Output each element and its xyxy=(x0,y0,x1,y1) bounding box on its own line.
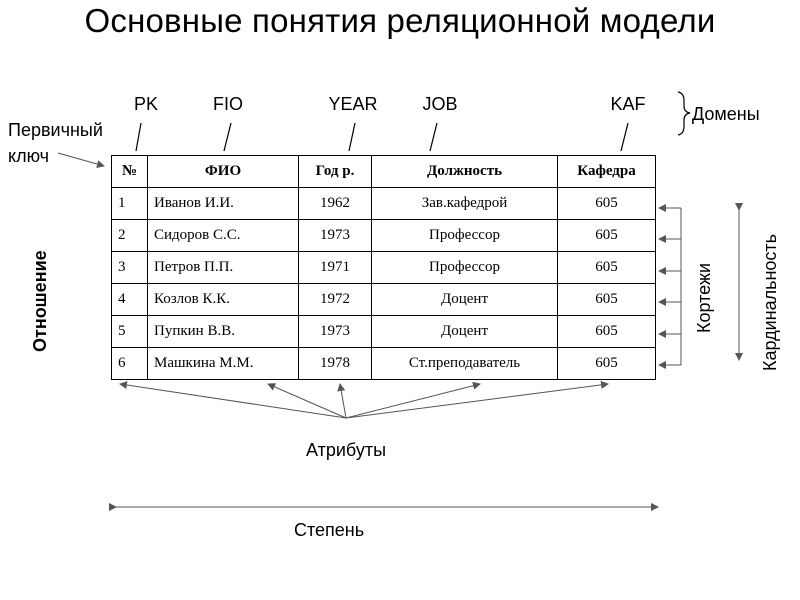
cell-kaf: 605 xyxy=(558,316,656,348)
header-job: Должность xyxy=(372,156,558,188)
table-row xyxy=(112,284,656,316)
table-row xyxy=(112,316,656,348)
domain-tick-year xyxy=(349,123,355,151)
cell-number: 5 xyxy=(112,316,148,348)
domain-tick-fio xyxy=(224,123,231,151)
header-fio: ФИО xyxy=(148,156,299,188)
cell-fio: Петров П.П. xyxy=(148,252,299,284)
table-row xyxy=(112,220,656,252)
cell-job: Зав.кафедрой xyxy=(372,188,558,220)
domain-label-pk: PK xyxy=(133,94,159,114)
cell-number: 6 xyxy=(112,348,148,380)
cell-kaf: 605 xyxy=(558,348,656,380)
domain-label-kaf: KAF xyxy=(610,94,646,114)
degree-label: Степень xyxy=(294,520,365,540)
domain-label-job: JOB xyxy=(422,94,458,114)
domain-label-fio: FIO xyxy=(213,94,243,114)
header-year: Год р. xyxy=(299,156,372,188)
cell-number: 4 xyxy=(112,284,148,316)
cell-fio: Иванов И.И. xyxy=(148,188,299,220)
cell-kaf: 605 xyxy=(558,252,656,284)
cell-fio: Пупкин В.В. xyxy=(148,316,299,348)
cell-fio: Машкина М.М. xyxy=(148,348,299,380)
primary-key-label-line1: Первичный xyxy=(8,120,103,140)
table-header-row xyxy=(112,156,656,188)
domain-label-year: YEAR xyxy=(328,94,378,114)
domains-brace xyxy=(678,92,690,135)
cell-number: 2 xyxy=(112,220,148,252)
cell-year: 1962 xyxy=(299,188,372,220)
primary-key-arrow xyxy=(58,153,104,166)
cell-fio: Сидоров С.С. xyxy=(148,220,299,252)
attributes-arrows xyxy=(120,384,608,418)
primary-key-label-line2: ключ xyxy=(8,146,50,166)
header-number: № xyxy=(112,156,148,188)
table-row xyxy=(112,348,656,380)
cell-job: Доцент xyxy=(372,284,558,316)
tuples-label: Кортежи xyxy=(694,262,714,333)
relation-table xyxy=(111,155,656,380)
domain-tick-pk xyxy=(136,123,141,151)
domain-tick-kaf xyxy=(621,123,628,151)
tuples-bracket xyxy=(659,208,681,365)
cell-year: 1978 xyxy=(299,348,372,380)
cell-job: Доцент xyxy=(372,316,558,348)
cell-year: 1971 xyxy=(299,252,372,284)
domain-tick-job xyxy=(430,123,437,151)
cell-kaf: 605 xyxy=(558,284,656,316)
cell-kaf: 605 xyxy=(558,188,656,220)
cell-fio: Козлов К.К. xyxy=(148,284,299,316)
cell-number: 3 xyxy=(112,252,148,284)
cell-year: 1973 xyxy=(299,220,372,252)
cell-job: Ст.преподаватель xyxy=(372,348,558,380)
cell-job: Профессор xyxy=(372,252,558,284)
table-row xyxy=(112,252,656,284)
cell-year: 1972 xyxy=(299,284,372,316)
cell-kaf: 605 xyxy=(558,220,656,252)
header-kaf: Кафедра xyxy=(558,156,656,188)
domains-caption: Домены xyxy=(692,104,760,124)
relation-label: Отношение xyxy=(30,250,50,352)
cell-year: 1973 xyxy=(299,316,372,348)
cardinality-label: Кардинальность xyxy=(760,233,780,371)
page-title: Основные понятия реляционной модели xyxy=(84,2,716,39)
cell-number: 1 xyxy=(112,188,148,220)
attributes-label: Атрибуты xyxy=(306,440,387,460)
cell-job: Профессор xyxy=(372,220,558,252)
table-row xyxy=(112,188,656,220)
